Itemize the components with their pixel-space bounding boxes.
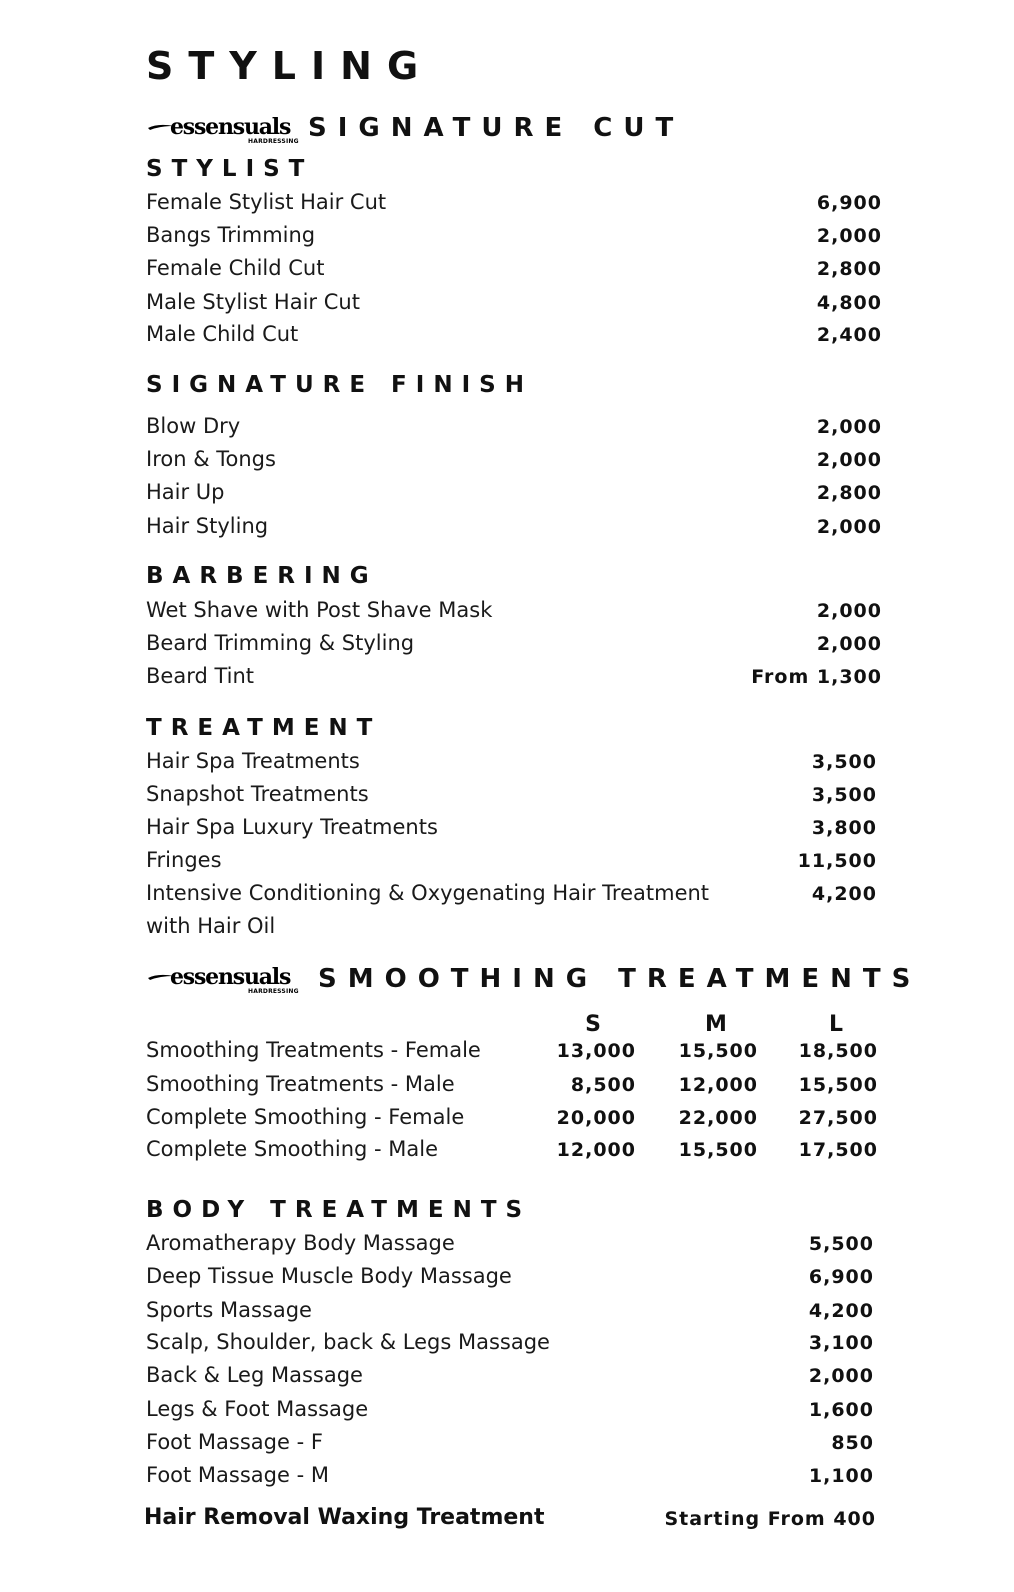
signature-finish-heading: SIGNATURE FINISH: [146, 372, 533, 398]
logo-subtitle: HARDRESSING: [248, 138, 299, 145]
list-item: [146, 1363, 882, 1393]
waxing-row: [144, 1505, 876, 1537]
item-price: 1,100: [808, 1465, 874, 1487]
item-name: Hair Spa Treatments: [146, 749, 360, 773]
price-medium: 15,500: [678, 1040, 758, 1062]
item-price: 2,000: [816, 600, 882, 622]
smoothing-heading: SMOOTHING TREATMENTS: [318, 964, 922, 994]
table-row: [146, 1105, 886, 1135]
list-item: [146, 815, 882, 845]
item-price: 2,000: [808, 1365, 874, 1387]
list-item: [146, 749, 882, 779]
item-price: 2,000: [816, 416, 882, 438]
item-name: Female Stylist Hair Cut: [146, 190, 387, 214]
size-header-m: M: [705, 1012, 727, 1037]
list-item: [146, 1231, 882, 1261]
item-name: Beard Tint: [146, 664, 255, 688]
price-large: 18,500: [798, 1040, 878, 1062]
logo-subtitle: HARDRESSING: [248, 988, 299, 995]
list-item: [146, 447, 882, 477]
item-price: 3,800: [811, 817, 877, 839]
item-name: Aromatherapy Body Massage: [146, 1231, 455, 1255]
item-name: Foot Massage - F: [146, 1430, 323, 1454]
item-price: 4,200: [811, 883, 877, 905]
item-price: 850: [831, 1432, 874, 1454]
item-price: 3,500: [811, 784, 877, 806]
essensuals-logo: [146, 114, 299, 146]
list-item: [146, 782, 882, 812]
list-item: [146, 1298, 882, 1328]
list-item: [146, 664, 882, 694]
item-name: Intensive Conditioning & Oxygenating Hair Treatment: [146, 881, 710, 905]
item-name: Complete Smoothing - Male: [146, 1137, 439, 1161]
item-name: Snapshot Treatments: [146, 782, 369, 806]
list-item: [146, 848, 882, 878]
price-large: 27,500: [798, 1107, 878, 1129]
item-name: Complete Smoothing - Female: [146, 1105, 465, 1129]
table-row: [146, 1038, 886, 1068]
item-price: 6,900: [816, 192, 882, 214]
item-name: Foot Massage - M: [146, 1463, 329, 1487]
item-name: Blow Dry: [146, 414, 241, 438]
signature-cut-heading: SIGNATURE CUT: [308, 113, 685, 143]
item-name: Smoothing Treatments - Male: [146, 1072, 455, 1096]
price-small: 8,500: [570, 1074, 636, 1096]
price-large: 15,500: [798, 1074, 878, 1096]
item-price: 4,200: [808, 1300, 874, 1322]
item-price: 3,500: [811, 751, 877, 773]
item-price: 1,600: [808, 1399, 874, 1421]
price-small: 13,000: [556, 1040, 636, 1062]
item-name: Hair Spa Luxury Treatments: [146, 815, 438, 839]
item-name: Iron & Tongs: [146, 447, 276, 471]
list-item: [146, 1397, 882, 1427]
essensuals-logo: [146, 964, 299, 996]
list-item: [146, 514, 882, 544]
list-item: [146, 256, 882, 286]
item-price: From 1,300: [751, 666, 882, 688]
waxing-price: Starting From 400: [664, 1508, 876, 1530]
item-price: 3,100: [808, 1332, 874, 1354]
item-name: Legs & Foot Massage: [146, 1397, 369, 1421]
list-item: [146, 480, 882, 510]
item-name: Wet Shave with Post Shave Mask: [146, 598, 493, 622]
price-medium: 12,000: [678, 1074, 758, 1096]
item-name: Hair Up: [146, 480, 225, 504]
item-price: 2,800: [816, 258, 882, 280]
item-price: 6,900: [808, 1266, 874, 1288]
item-name: Back & Leg Massage: [146, 1363, 363, 1387]
price-small: 12,000: [556, 1139, 636, 1161]
item-name: Bangs Trimming: [146, 223, 316, 247]
item-name: Fringes: [146, 848, 222, 872]
list-item: [146, 1264, 882, 1294]
list-item: [146, 190, 882, 220]
list-item: [146, 290, 882, 320]
list-item: [146, 881, 882, 911]
table-row: [146, 1137, 886, 1167]
item-name: Sports Massage: [146, 1298, 312, 1322]
list-item: [146, 1463, 882, 1493]
list-item: [146, 223, 882, 253]
table-row: [146, 1072, 886, 1102]
item-price: 2,000: [816, 633, 882, 655]
logo-wordmark: essensuals: [170, 964, 291, 990]
list-item: [146, 1430, 882, 1460]
item-price: 4,800: [816, 292, 882, 314]
item-name: Female Child Cut: [146, 256, 325, 280]
item-name: Smoothing Treatments - Female: [146, 1038, 481, 1062]
list-item: [146, 322, 882, 352]
logo-wordmark: essensuals: [170, 114, 291, 140]
page-title: STYLING: [146, 44, 434, 88]
item-name: Deep Tissue Muscle Body Massage: [146, 1264, 512, 1288]
list-item: [146, 631, 882, 661]
list-item: [146, 1330, 882, 1360]
item-price: 2,000: [816, 449, 882, 471]
size-header-s: S: [585, 1012, 601, 1037]
treatment-heading: TREATMENT: [146, 715, 382, 741]
list-item: [146, 414, 882, 444]
price-medium: 22,000: [678, 1107, 758, 1129]
item-name: Male Child Cut: [146, 322, 299, 346]
item-price: 2,000: [816, 516, 882, 538]
stylist-heading: STYLIST: [146, 156, 314, 182]
item-price: 2,000: [816, 225, 882, 247]
item-price: 2,800: [816, 482, 882, 504]
size-header-l: L: [828, 1012, 844, 1037]
item-name: Male Stylist Hair Cut: [146, 290, 360, 314]
item-name: Beard Trimming & Styling: [146, 631, 415, 655]
body-treatments-heading: BODY TREATMENTS: [146, 1197, 532, 1223]
item-price: 2,400: [816, 324, 882, 346]
waxing-name: Hair Removal Waxing Treatment: [144, 1505, 545, 1530]
list-item: [146, 598, 882, 628]
price-medium: 15,500: [678, 1139, 758, 1161]
item-price: 11,500: [797, 850, 877, 872]
item-name-continuation: with Hair Oil: [146, 914, 276, 938]
barbering-heading: BARBERING: [146, 563, 378, 589]
item-name: Hair Styling: [146, 514, 269, 538]
price-small: 20,000: [556, 1107, 636, 1129]
item-name: Scalp, Shoulder, back & Legs Massage: [146, 1330, 550, 1354]
price-large: 17,500: [798, 1139, 878, 1161]
item-price: 5,500: [808, 1233, 874, 1255]
